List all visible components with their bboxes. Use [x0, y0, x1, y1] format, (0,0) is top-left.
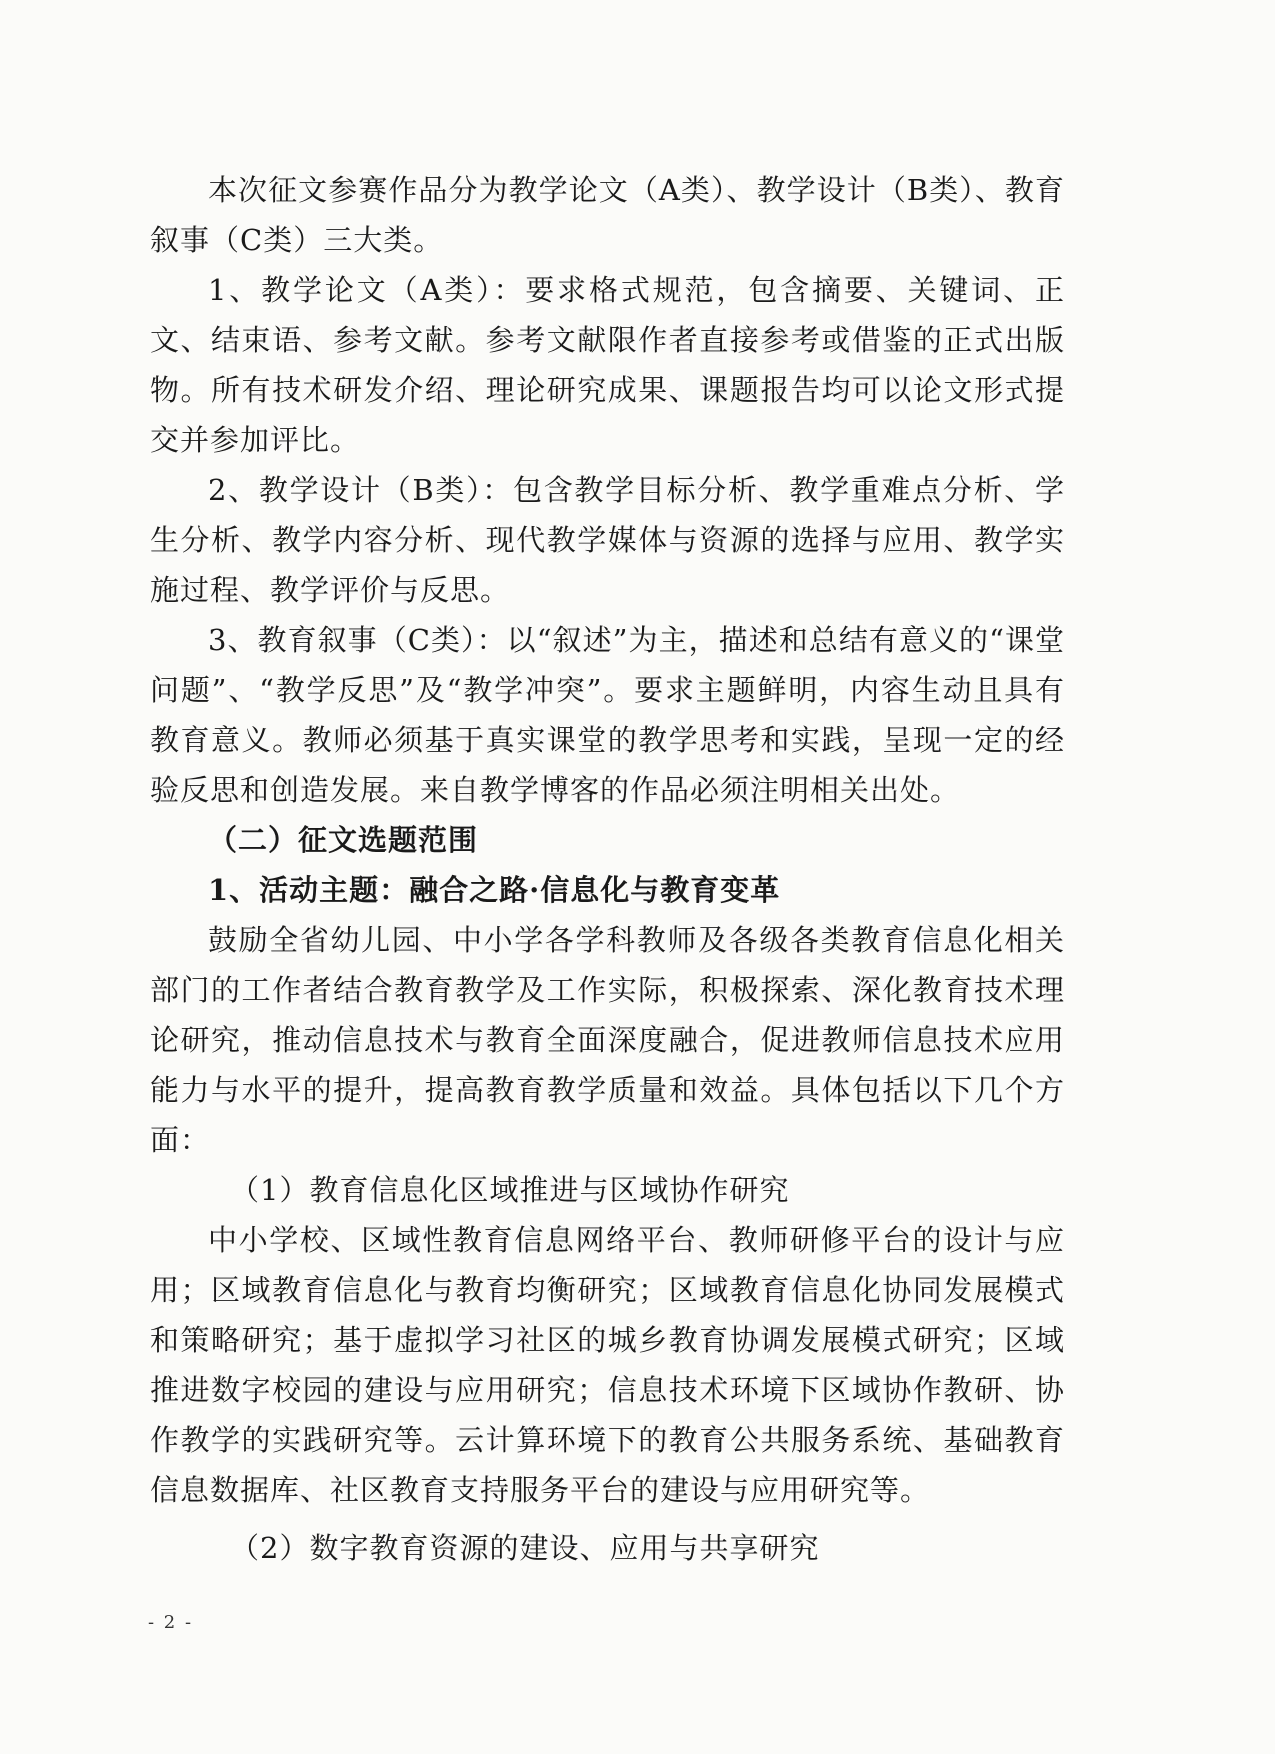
item1-title: （1）教育信息化区域推进与区域协作研究: [230, 1173, 790, 1207]
theme-heading: 1、活动主题：融合之路·信息化与教育变革: [208, 873, 781, 907]
page-number: - 2 -: [148, 1612, 194, 1633]
intro-paragraph: 本次征文参赛作品分为教学论文（A类）、教学设计（B类）、教育叙事（C类）三大类。: [150, 173, 1065, 257]
item2-title: （2）数字教育资源的建设、应用与共享研究: [230, 1531, 820, 1565]
section-heading: （二）征文选题范围: [208, 823, 479, 857]
item1-body: 中小学校、区域性教育信息网络平台、教师研修平台的设计与应用；区域教育信息化与教育均衡研究；区域教育信息化协同发展模式和策略研究；基于虚拟学习社区的城乡教育协调发展模式研究；区域推进数字校园的建设与应用研究；信息技术环境下区域协作教研、协作教学的实践研究等。云计算环境下的教育公共服务系统、基础教育信息数据库、社区教育支持服务平台的建设与应用研究等。: [150, 1223, 1065, 1507]
category-c-paragraph: 3、教育叙事（C类）：以“叙述”为主，描述和总结有意义的“课堂问题”、“教学反思”及“教学冲突”。要求主题鲜明，内容生动且具有教育意义。教师必须基于真实课堂的教学思考和实践，呈现一定的经验反思和创造发展。来自教学博客的作品必须注明相关出处。: [150, 623, 1065, 807]
document-body: [150, 165, 1065, 1573]
category-a-paragraph: 1、教学论文（A类）：要求格式规范，包含摘要、关键词、正文、结束语、参考文献。参考文献限作者直接参考或借鉴的正式出版物。所有技术研发介绍、理论研究成果、课题报告均可以论文形式提交并参加评比。: [150, 273, 1065, 457]
theme-paragraph: 鼓励全省幼儿园、中小学各学科教师及各级各类教育信息化相关部门的工作者结合教育教学及工作实际，积极探索、深化教育技术理论研究，推动信息技术与教育全面深度融合，促进教师信息技术应用能力与水平的提升，提高教育教学质量和效益。具体包括以下几个方面：: [150, 923, 1065, 1157]
category-b-paragraph: 2、教学设计（B类）：包含教学目标分析、教学重难点分析、学生分析、教学内容分析、现代教学媒体与资源的选择与应用、教学实施过程、教学评价与反思。: [150, 473, 1065, 607]
